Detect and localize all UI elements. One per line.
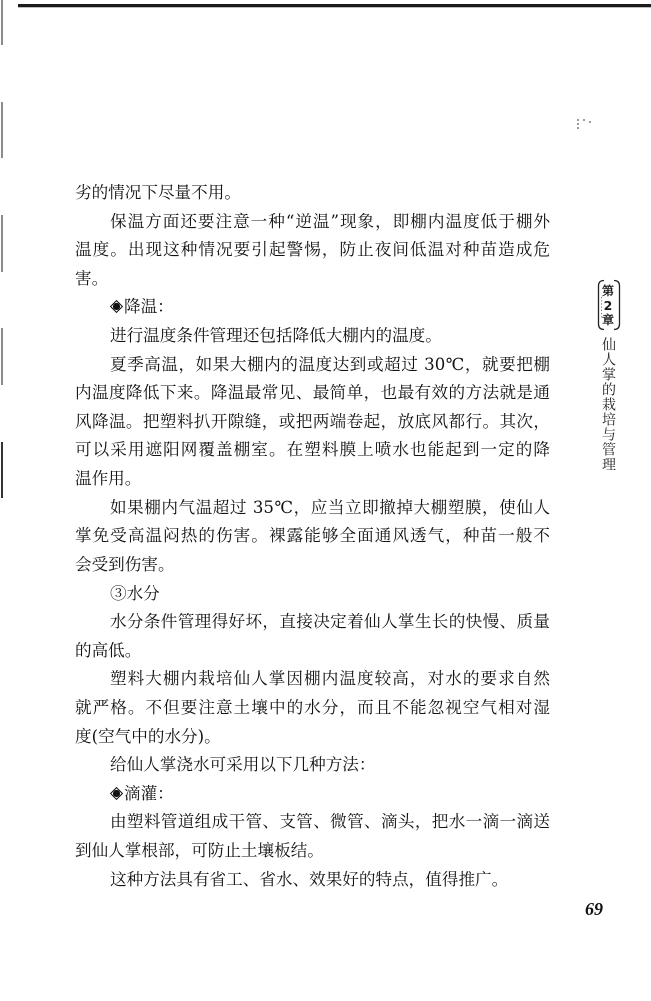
subheading-cooling — [75, 293, 550, 322]
body-line: 可以采用遮阳网覆盖棚室。在塑料膜上喷水也能起到一定的降 — [75, 440, 550, 460]
body-line: 这种方法具有省工、省水、效果好的特点，值得推广。 — [110, 869, 509, 889]
body-line: 塑料大棚内栽培仙人掌因棚内温度较高，对水的要求自然 — [110, 669, 550, 689]
body-line: 如果棚内气温超过 35℃，应当立即撤掉大棚塑膜，使仙人 — [110, 497, 550, 517]
body-line: 进行温度条件管理还包括降低大棚内的温度。 — [110, 326, 442, 346]
subheading-label: 降温： — [124, 297, 174, 317]
section-heading-water: ③水分 — [110, 583, 160, 603]
body-line: 温度。出现这种情况要引起警惕，防止夜间低温对种苗造成危 — [75, 240, 550, 260]
body-line: 会受到伤害。 — [75, 554, 175, 574]
scan-speck — [589, 121, 591, 123]
chapter-label — [597, 284, 619, 327]
page-edge-mark — [1, 328, 3, 385]
body-line: 度(空气中的水分)。 — [75, 726, 221, 746]
subheading-drip-irrigation — [75, 780, 550, 809]
page-edge-mark — [1, 0, 3, 45]
body-line: 劣的情况下尽量不用。 — [75, 183, 241, 202]
scan-speck — [577, 123, 579, 125]
diamond-bullet-icon — [110, 787, 123, 800]
body-line: 由塑料管道组成干管、支管、微管、滴头，把水一滴一滴送 — [110, 812, 550, 832]
chapter-title: 仙人掌的栽培与管理 — [600, 337, 616, 472]
body-line: 的高低。 — [75, 640, 142, 660]
body-line: 给仙人掌浇水可采用以下几种方法： — [110, 755, 376, 775]
body-text — [75, 179, 550, 894]
body-line: 温作用。 — [75, 469, 142, 489]
page-edge-mark — [1, 442, 3, 498]
body-line: 就严格。不但要注意土壤中的水分，而且不能忽视空气相对湿 — [75, 697, 550, 717]
page-edge-mark — [1, 102, 3, 158]
page-edge-mark — [1, 215, 3, 272]
scan-speck — [577, 119, 579, 121]
body-line: 保温方面还要注意一种“逆温”现象，即棚内温度低于棚外 — [110, 211, 550, 231]
chapter-prefix: 第 — [601, 284, 614, 298]
page-number: 69 — [585, 899, 603, 919]
subheading-label: 滴灌： — [124, 783, 174, 803]
body-line: 夏季高温，如果大棚内的温度达到或超过 30℃，就要把棚 — [110, 354, 550, 374]
diamond-bullet-icon — [110, 300, 123, 313]
chapter-suffix: 章 — [601, 313, 614, 327]
body-line: 内温度降低下来。降温最常见、最简单，也最有效的方法就是通 — [75, 383, 550, 403]
chapter-number: 2 — [603, 298, 613, 313]
body-line: 风降温。把塑料扒开隙缝，或把两端卷起，放底风都行。其次， — [75, 411, 550, 431]
scan-speck — [583, 119, 585, 121]
body-line: 害。 — [75, 268, 109, 288]
top-rule — [18, 4, 651, 7]
body-line: 水分条件管理得好坏，直接决定着仙人掌生长的快慢、质量 — [110, 612, 550, 632]
body-line: 掌免受高温闷热的伤害。裸露能够全面通风透气，种苗一般不 — [75, 526, 550, 546]
scan-speck — [577, 127, 579, 129]
body-line: 到仙人掌根部，可防止土壤板结。 — [75, 841, 324, 861]
